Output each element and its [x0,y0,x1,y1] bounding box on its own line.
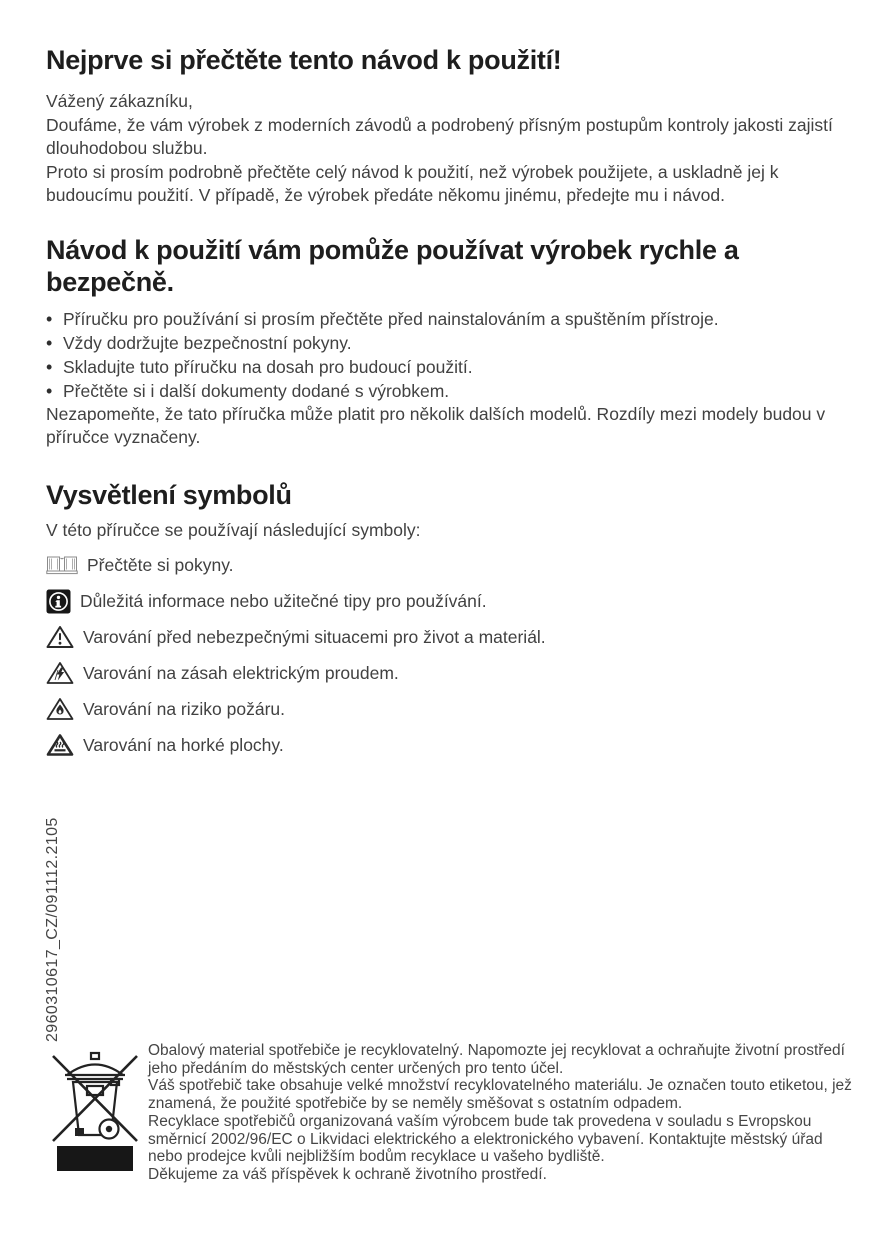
paragraph: Obalový material spotřebiče je recyklovatelný. Napomozte jej recyklovat a ochraňujte životní prostředí jeho předáním do městských center určených pro tento účel. [148,1042,845,1077]
section-title-symbols: Vysvětlení symbolů [46,479,292,510]
symbol-label: Varování před nebezpečnými situacemi pro život a materiál. [83,626,546,647]
symbol-label: Důležitá informace nebo užitečné tipy pro používání. [80,590,487,611]
electric-shock-triangle-icon [46,661,74,685]
black-bar [57,1146,133,1171]
symbol-row [46,660,834,686]
hot-surface-triangle-icon [46,733,74,757]
warning-triangle-icon [46,625,74,649]
paragraph: Děkujeme za váš příspěvek k ochraně životního prostředí. [148,1165,547,1183]
symbol-label: Varování na horké plochy. [83,734,284,755]
section-title-manual-helps: Návod k použití vám pomůže používat výrobek rychle a bezpečně. [46,234,739,297]
models-note: Nezapomeňte, že tato příručka může platit pro několik dalších modelů. Rozdíly mezi modely budou v příručce vyznačeny. [46,403,826,447]
list-item: • Příručku pro používání si prosím přečtěte před nainstalováním a spuštěním přístroje. [46,307,834,331]
list-item: • Vždy dodržujte bezpečnostní pokyny. [46,331,834,355]
paragraph: Recyklace spotřebičů organizovaná vaším výrobcem bude tak provedena v souladu s Evropskou směrnicí 2002/96/EC o Likvidaci elektrického a elektronického vybavení. Kontaktujte městský úřad nebo prodejce kvůli nejbližším bodům recyklace u vašeho bydliště. [148,1112,823,1166]
info-icon [46,589,71,614]
symbol-label: Varování na riziko požáru. [83,698,286,719]
paragraph: Vážený zákazníku, [46,91,193,111]
symbol-row [46,552,834,578]
safety-bullet-list [46,307,834,403]
fire-triangle-icon [46,697,74,721]
document-code: 2960310617_CZ/091112.2105 [44,817,61,1042]
list-item: • Skladujte tuto příručku na dosah pro budoucí použití. [46,355,834,379]
symbols-intro: V této příručce se používají následující symboly: [46,519,421,540]
section-read-first [46,45,834,208]
symbol-row [46,696,834,722]
symbol-row [46,624,834,650]
paragraph: Doufáme, že vám výrobek z moderních závodů a podrobený přísným postupům kontroly jakosti zajistí dlouhodobou službu. [46,114,833,158]
recycling-text [148,1042,854,1184]
section-symbols [46,480,834,759]
open-book-icon [46,554,78,577]
section-manual-helps [46,234,834,450]
list-item: • Přečtěte si i další dokumenty dodané s výrobkem. [46,379,834,403]
symbol-label: Varování na zásah elektrickým proudem. [83,662,399,683]
symbol-row [46,732,834,758]
read-first-body [46,90,834,208]
paragraph: Proto si prosím podrobně přečtěte celý návod k použití, než výrobek použijete, a uskladně jej k budoucímu použití. V případě, že výrobek předáte někomu jinému, předejte mu i návod. [46,161,779,205]
section-title-read-first: Nejprve si přečtěte tento návod k použití! [46,45,562,75]
weee-crossed-out-bin-icon [50,1045,140,1150]
paragraph: Váš spotřebič take obsahuje velké množství recyklovatelného materiálu. Je označen touto etiketou, jež znamená, že použité spotřebiče by se neměly směšovat s ostatním odpadem. [148,1077,852,1113]
symbol-row [46,588,834,614]
symbol-label: Přečtěte si pokyny. [87,554,234,575]
